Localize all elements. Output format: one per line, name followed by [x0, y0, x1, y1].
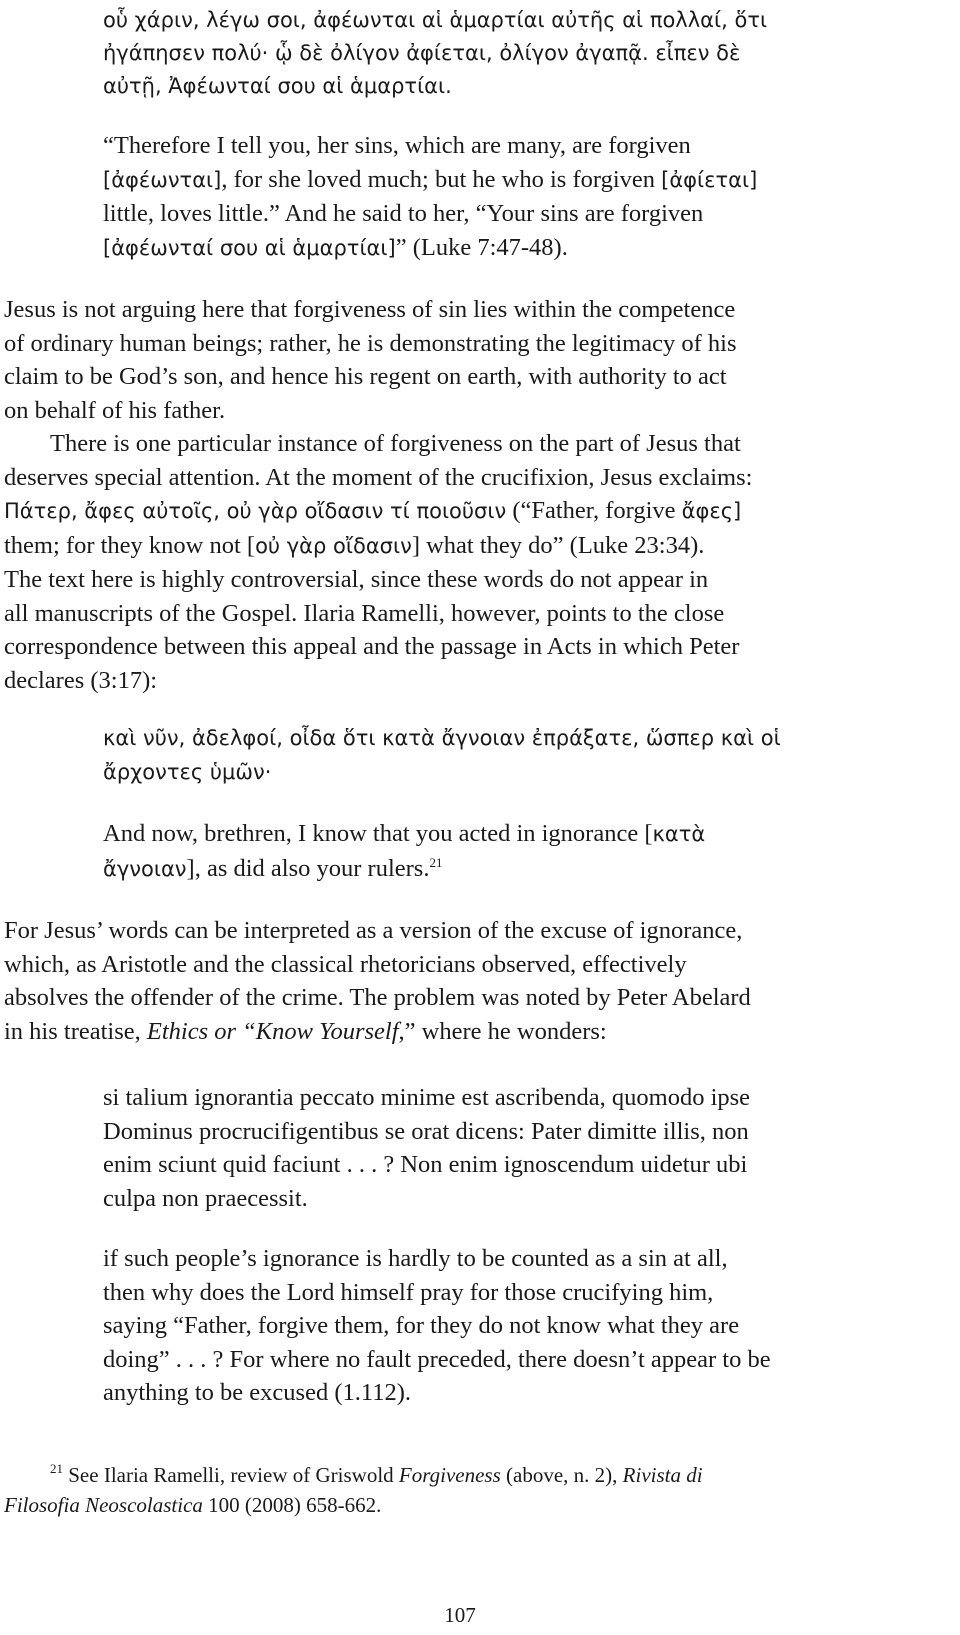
english-quote-acts-3 — [103, 817, 705, 886]
quote-line: doing” . . . ? For where no fault preceded, there doesn’t appear to be — [103, 1345, 771, 1373]
paragraph-line: declares (3:17): — [4, 666, 158, 694]
quote-line: “Therefore I tell you, her sins, which are many, are forgiven — [103, 132, 691, 159]
greek-term: [ἀφέωνταί σου αἱ ἁμαρτίαι] — [103, 235, 396, 260]
latin-quote-abelard — [103, 1081, 750, 1215]
quote-line: enim sciunt quid faciunt . . . ? Non enim ignoscendum uidetur ubi — [103, 1151, 748, 1178]
greek-term: ἄφες] — [681, 499, 742, 523]
greek-term: [ἀφέωνται] — [103, 167, 222, 192]
quote-line: ἄγνοιαν], as did also your rulers.$^{21}$ — [103, 854, 443, 882]
page-number: 107 — [444, 1603, 476, 1627]
paragraph-excuse-of-ignorance — [4, 914, 751, 1048]
quote-line: [ἀφέωνται], for she loved much; but he who is forgiven [ἀφίεται] — [103, 165, 758, 193]
paragraph-line: correspondence between this appeal and the passage in Acts in which Peter — [4, 633, 740, 660]
footnote-line: Filosofia Neoscolastica 100 (2008) 658-662. — [4, 1493, 382, 1517]
quote-line: culpa non praecessit. — [103, 1184, 308, 1212]
greek-term: ἄγνοιαν — [103, 856, 187, 881]
greek-line: αὐτῇ, Ἀφέωνταί σου αἱ ἁμαρτίαι. — [103, 74, 452, 98]
greek-term: [ἀφίεται] — [661, 167, 758, 192]
quote-line: Dominus procrucifigentibus se orat dicens: Pater dimitte illis, non — [103, 1117, 749, 1145]
paragraph-line: claim to be God’s son, and hence his regent on earth, with authority to act — [4, 363, 727, 390]
paragraph-line: For Jesus’ words can be interpreted as a version of the excuse of ignorance, — [4, 917, 743, 944]
book-title: Ethics or “Know Yourself — [146, 1017, 399, 1045]
paragraph-line: in his treatise, Ethics or “Know Yourself,” where he wonders: — [4, 1017, 607, 1045]
paragraph-line: which, as Aristotle and the classical rhetoricians observed, effectively — [4, 950, 687, 978]
journal-title: Rivista di — [622, 1463, 703, 1487]
english-quote-luke-7 — [103, 129, 757, 265]
greek-line: ἠγάπησεν πολύ· ᾧ δὲ ὀλίγον ἀφίεται, ὀλίγον ἀγαπᾷ. εἶπεν δὲ — [103, 41, 741, 65]
quote-line: si talium ignorantia peccato minime est ascribenda, quomodo ipse — [103, 1084, 751, 1111]
paragraph-line: absolves the offender of the crime. The problem was noted by Peter Abelard — [4, 984, 751, 1011]
paragraph-line: Jesus is not arguing here that forgiveness of sin lies within the competence — [4, 296, 736, 323]
greek-quote-luke-7 — [103, 4, 767, 103]
paragraph-line: The text here is highly controversial, since these words do not appear in — [4, 566, 709, 593]
journal-title: Filosofia Neoscolastica — [4, 1493, 203, 1517]
quote-line: if such people’s ignorance is hardly to be counted as a sin at all, — [103, 1245, 728, 1272]
quote-line: [ἀφέωνταί σου αἱ ἁμαρτίαι]” (Luke 7:47-48). — [103, 233, 568, 261]
footnote-number: 21 — [50, 1461, 63, 1476]
paragraph-particular-instance — [4, 427, 752, 697]
paragraph-line: on behalf of his father. — [4, 396, 226, 424]
quote-line: anything to be excused (1.112). — [103, 1379, 411, 1406]
paragraph-line: Πάτερ, ἄφες αὐτοῖς, οὐ γὰρ οἴδασιν τί ποιοῦσιν (“Father, forgive ἄφες] — [4, 497, 742, 524]
paragraph-line: There is one particular instance of forgiveness on the part of Jesus that — [50, 430, 741, 457]
greek-phrase: Πάτερ, ἄφες αὐτοῖς, οὐ γὰρ οἴδασιν τί ποιοῦσιν — [4, 499, 507, 523]
greek-line: ἄρχοντες ὑμῶν· — [103, 760, 272, 784]
footnote-line: $^{21}$ See Ilaria Ramelli, review of Griswold Forgiveness (above, n. 2), Rivista di — [50, 1461, 703, 1487]
greek-term: οὐ γὰρ οἴδασιν — [255, 533, 412, 558]
greek-term: κατὰ — [652, 822, 706, 846]
quote-line: little, loves little.” And he said to her, “Your sins are forgiven — [103, 200, 704, 227]
footnote-21 — [4, 1460, 703, 1520]
paragraph-line: of ordinary human beings; rather, he is demonstrating the legitimacy of his — [4, 329, 737, 357]
paragraph-jesus-not-arguing — [4, 293, 736, 427]
book-title: Forgiveness — [398, 1463, 501, 1487]
paragraph-line: them; for they know not [οὐ γὰρ οἴδασιν] what they do” (Luke 23:34). — [4, 531, 705, 559]
quote-line: And now, brethren, I know that you acted in ignorance [κατὰ — [103, 820, 706, 847]
paragraph-line: deserves special attention. At the moment of the crucifixion, Jesus exclaims: — [4, 463, 753, 491]
quote-line: then why does the Lord himself pray for those crucifying him, — [103, 1278, 714, 1306]
greek-line: οὗ χάριν, λέγω σοι, ἀφέωνται αἱ ἁμαρτίαι αὐτῆς αἱ πολλαί, ὅτι — [103, 8, 768, 32]
paragraph-line: all manuscripts of the Gospel. Ilaria Ramelli, however, points to the close — [4, 599, 725, 627]
greek-quote-acts-3 — [103, 721, 781, 789]
english-quote-abelard — [103, 1242, 771, 1410]
quote-line: saying “Father, forgive them, for they do not know what they are — [103, 1312, 740, 1339]
greek-line: καὶ νῦν, ἀδελφοί, οἶδα ὅτι κατὰ ἄγνοιαν ἐπράξατε, ὥσπερ καὶ οἱ — [103, 726, 781, 750]
footnote-reference: 21 — [429, 854, 443, 870]
